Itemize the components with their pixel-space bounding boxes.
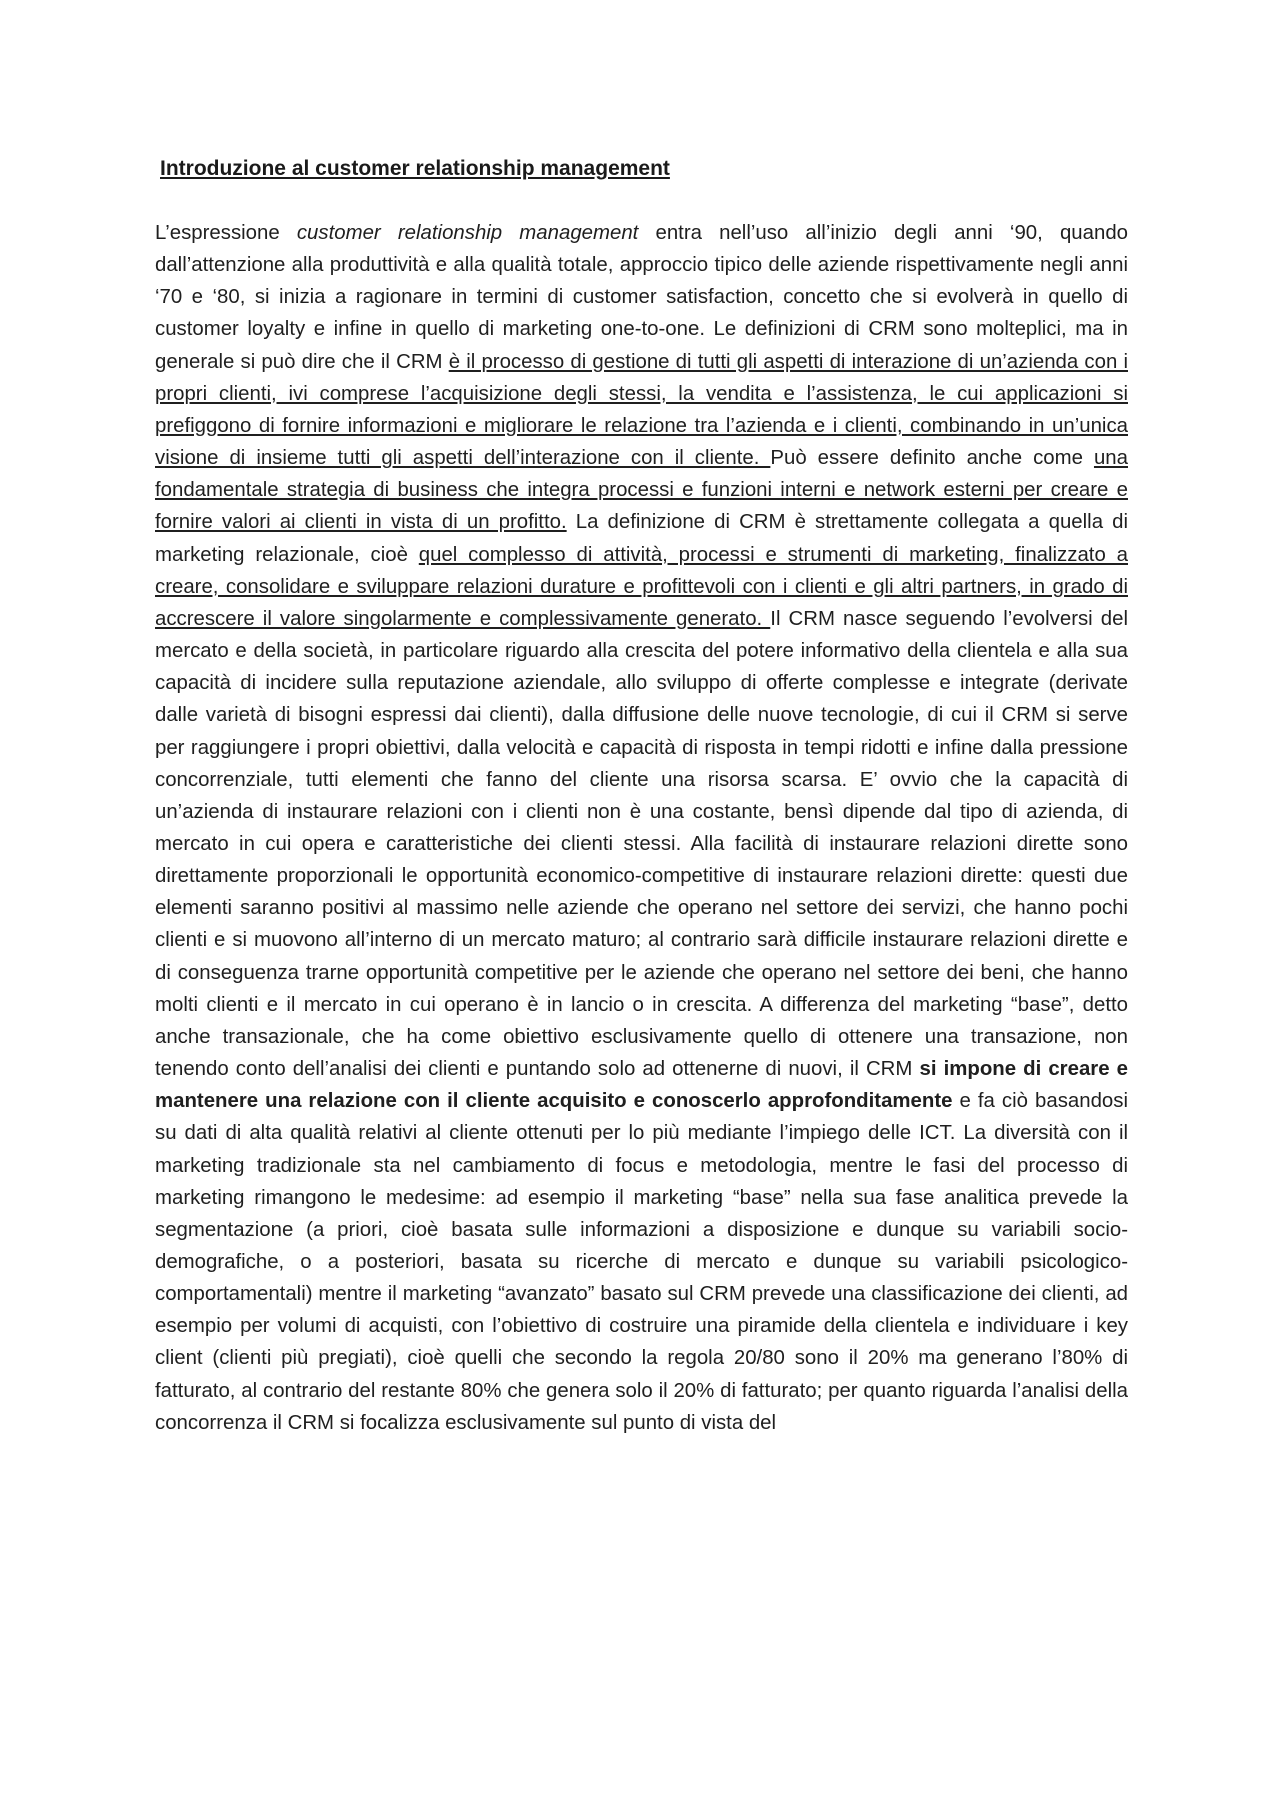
body-paragraph bbox=[155, 217, 1128, 1439]
underlined-run: è il processo di gestione di tutti gli aspetti di interazione di un’azienda con i propri clienti, ivi comprese l’acquisizione degli stessi, la vendita e l’assistenza, le cui applicazioni si prefiggono di fornire informazioni e migliorare le relazione tra l’azienda e i clienti, combinando in un’unica visione di insieme tutti gli aspetti dell’interazione con il cliente. bbox=[155, 350, 1128, 470]
italic-run: customer relationship management bbox=[296, 222, 639, 244]
underlined-run: una fondamentale strategia di business che integra processi e funzioni interni e network esterni per creare e fornire valori ai clienti in vista di un profitto. bbox=[155, 447, 1128, 534]
bold-run: si impone di creare e mantenere una relazione con il cliente acquisito e conoscerlo approfonditamente bbox=[155, 1058, 1128, 1113]
text-run: e fa ciò basandosi su dati di alta qualità relativi al cliente ottenuti per lo più mediante l’impiego delle ICT. La diversità con il marketing tradizionale sta nel cambiamento di focus e metodologia, mentre le fasi del processo di marketing rimangono le medesime: ad esempio il marketing “base” nella sua fase analitica prevede la segmentazione (a priori, cioè basata sulle informazioni a disposizione e dunque su variabili socio-demografiche, o a posteriori, basata su ricerche di mercato e dunque su variabili psicologico-comportamentali) mentre il marketing “avanzato” basato sul CRM prevede una classificazione dei clienti, ad esempio per volumi di acquisti, con l’obiettivo di costruire una piramide della clientela e individuare i key client (clienti più pregiati), cioè quelli che secondo la regola 20/80 sono il 20% ma generano l’80% di fatturato, al contrario del restante 80% che genera solo il 20% di fatturato; per quanto riguarda l’analisi della concorrenza il CRM si focalizza esclusivamente sul punto di vista del bbox=[155, 1090, 1128, 1434]
text-run: entra nell’uso all’inizio degli anni ‘90, quando dall’attenzione alla produttività e alla qualità totale, approccio tipico delle aziende rispettivamente negli anni ‘70 e ‘80, si inizia a ragionare in termini di customer satisfaction, concetto che si evolverà in quello di customer loyalty e infine in quello di marketing one-to-one. Le definizioni di CRM sono molteplici, ma in generale si può dire che il CRM bbox=[155, 222, 1129, 373]
text-run: L’espressione bbox=[155, 222, 297, 244]
document-title: Introduzione al customer relationship management bbox=[160, 157, 670, 180]
text-run: La definizione di CRM è strettamente collegata a quella di marketing relazionale, cioè bbox=[155, 511, 1128, 566]
underlined-run: quel complesso di attività, processi e strumenti di marketing, finalizzato a creare, consolidare e sviluppare relazioni durature e profittevoli con i clienti e gli altri partners, in grado di accrescere il valore singolarmente e complessivamente generato. bbox=[155, 543, 1128, 630]
text-run: Può essere definito anche come bbox=[770, 447, 1094, 470]
text-run: Il CRM nasce seguendo l’evolversi del mercato e della società, in particolare riguardo alla crescita del potere informativo della clientela e alla sua capacità di incidere sulla reputazione aziendale, allo sviluppo di offerte complesse e integrate (derivate dalle varietà di bisogni espressi dai clienti), dalla diffusione delle nuove tecnologie, di cui il CRM si serve per raggiungere i propri obiettivi, dalla velocità e capacità di risposta in tempi ridotti e infine dalla pressione concorrenziale, tutti elementi che fanno del cliente una risorsa scarsa. E’ ovvio che la capacità di un’azienda di instaurare relazioni con i clienti non è una costante, bensì dipende dal tipo di azienda, di mercato in cui opera e caratteristiche dei clienti stessi. Alla facilità di instaurare relazioni dirette sono direttamente proporzionali le opportunità economico-competitive di instaurare relazioni dirette: questi due elementi saranno positivi al massimo nelle aziende che operano nel settore dei servizi, che hanno pochi clienti e si muovono all’interno di un mercato maturo; al contrario sarà difficile instaurare relazioni dirette e di conseguenza trarne opportunità competitive per le aziende che operano nel settore dei beni, che hanno molti clienti e il mercato in cui operano è in lancio o in crescita. A differenza del marketing “base”, detto anche transazionale, che ha come obiettivo esclusivamente quello di ottenere una transazione, non tenendo conto dell’analisi dei clienti e puntando solo ad ottenerne di nuovi, il CRM bbox=[155, 607, 1128, 1081]
